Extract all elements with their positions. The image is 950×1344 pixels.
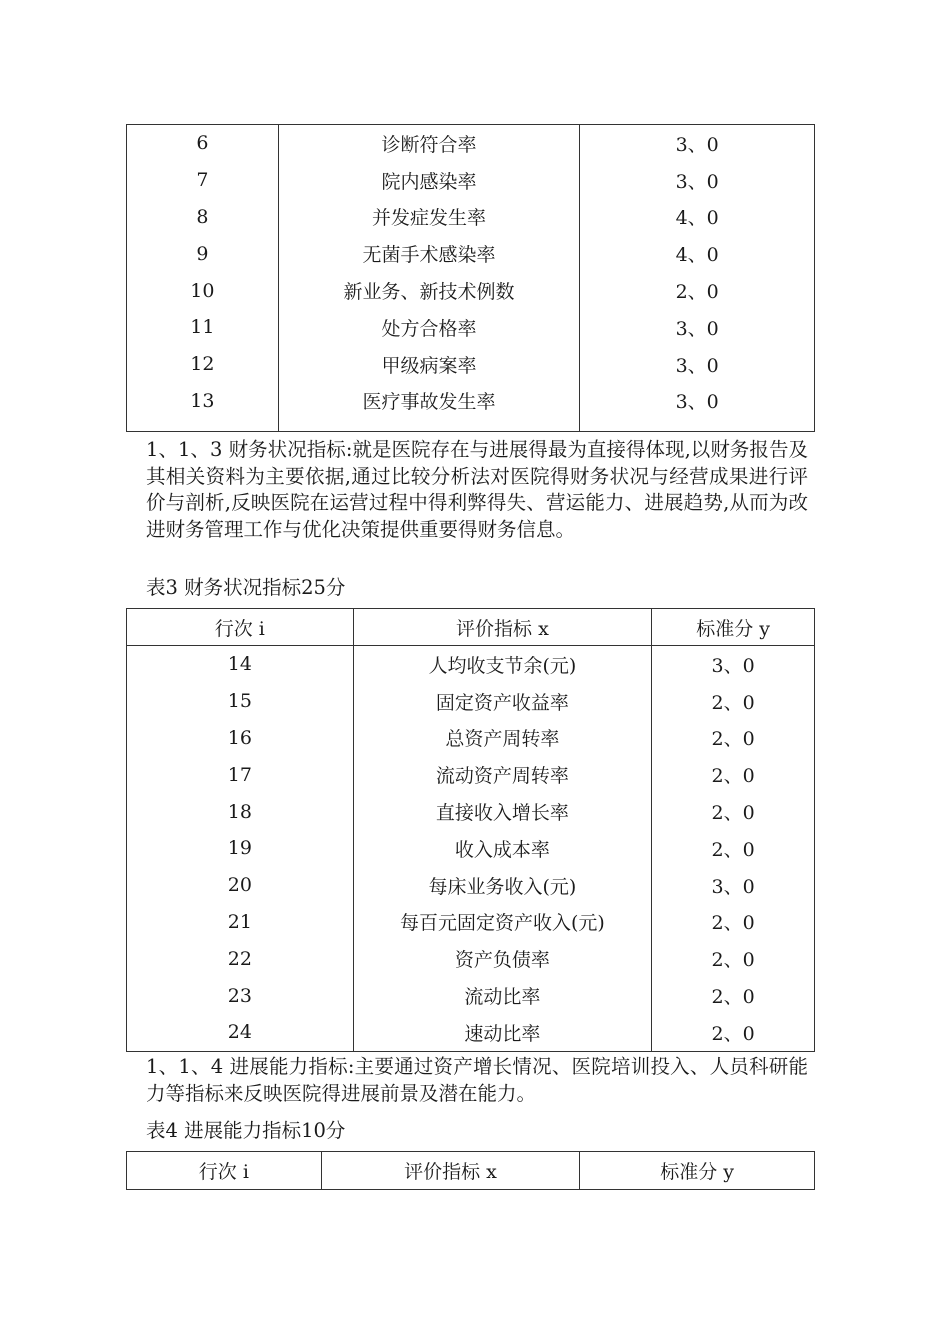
header-standard-score: 标准分 y bbox=[652, 609, 815, 646]
table-row bbox=[127, 346, 815, 383]
indicator-name-cell: 甲级病案率 bbox=[278, 346, 580, 383]
indicator-name-cell: 并发症发生率 bbox=[278, 199, 580, 236]
standard-score-cell: 3、0 bbox=[580, 383, 815, 420]
standard-score-cell: 4、0 bbox=[580, 199, 815, 236]
table-row bbox=[127, 162, 815, 199]
standard-score-cell: 3、0 bbox=[580, 346, 815, 383]
table-row bbox=[127, 793, 815, 830]
indicator-name-cell: 每床业务收入(元) bbox=[353, 867, 652, 904]
row-number-cell: 23 bbox=[127, 977, 354, 1014]
standard-score-cell: 2、0 bbox=[652, 830, 815, 867]
standard-score-cell: 2、0 bbox=[652, 977, 815, 1014]
row-number-cell: 12 bbox=[127, 346, 279, 383]
standard-score-cell: 3、0 bbox=[652, 867, 815, 904]
indicator-name-cell: 新业务、新技术例数 bbox=[278, 272, 580, 309]
indicator-name-cell: 资产负债率 bbox=[353, 940, 652, 977]
standard-score-cell: 2、0 bbox=[652, 720, 815, 757]
table-row bbox=[127, 309, 815, 346]
row-number-cell: 11 bbox=[127, 309, 279, 346]
header-row-number: 行次 i bbox=[127, 1152, 322, 1190]
row-number-cell: 9 bbox=[127, 235, 279, 272]
standard-score-cell: 3、0 bbox=[580, 309, 815, 346]
financial-indicator-table bbox=[126, 608, 815, 1052]
table3-caption: 表3 财务状况指标25分 bbox=[146, 576, 346, 599]
row-number-cell: 24 bbox=[127, 1014, 354, 1051]
standard-score-cell: 2、0 bbox=[652, 793, 815, 830]
header-row-number: 行次 i bbox=[127, 609, 354, 646]
indicator-name-cell: 总资产周转率 bbox=[353, 720, 652, 757]
standard-score-cell: 2、0 bbox=[652, 1014, 815, 1051]
indicator-name-cell: 院内感染率 bbox=[278, 162, 580, 199]
standard-score-cell: 3、0 bbox=[580, 162, 815, 199]
standard-score-cell: 4、0 bbox=[580, 235, 815, 272]
table-row bbox=[127, 235, 815, 272]
table-row bbox=[127, 756, 815, 793]
table-row bbox=[127, 646, 815, 683]
standard-score-cell: 2、0 bbox=[652, 756, 815, 793]
table-row bbox=[127, 383, 815, 420]
row-number-cell: 13 bbox=[127, 383, 279, 420]
row-number-cell: 10 bbox=[127, 272, 279, 309]
indicator-name-cell: 医疗事故发生率 bbox=[278, 383, 580, 420]
table-row bbox=[127, 904, 815, 941]
table-row bbox=[127, 683, 815, 720]
header-indicator: 评价指标 x bbox=[353, 609, 652, 646]
table4-caption: 表4 进展能力指标10分 bbox=[146, 1119, 346, 1142]
section-1-1-4-paragraph: 1、1、4 进展能力指标:主要通过资产增长情况、医院培训投入、人员科研能力等指标来反映医院得进展前景及潜在能力。 bbox=[146, 1055, 808, 1105]
table-row bbox=[127, 977, 815, 1014]
standard-score-cell: 2、0 bbox=[652, 904, 815, 941]
indicator-name-cell: 处方合格率 bbox=[278, 309, 580, 346]
table-row bbox=[127, 867, 815, 904]
row-number-cell: 8 bbox=[127, 199, 279, 236]
table-row bbox=[127, 940, 815, 977]
indicator-name-cell: 每百元固定资产收入(元) bbox=[353, 904, 652, 941]
indicator-name-cell: 直接收入增长率 bbox=[353, 793, 652, 830]
row-number-cell: 20 bbox=[127, 867, 354, 904]
indicator-name-cell: 流动资产周转率 bbox=[353, 756, 652, 793]
standard-score-cell: 3、0 bbox=[652, 646, 815, 683]
table-header-row bbox=[127, 609, 815, 646]
standard-score-cell: 2、0 bbox=[652, 683, 815, 720]
table-row bbox=[127, 1014, 815, 1051]
indicator-name-cell: 诊断符合率 bbox=[278, 125, 580, 162]
row-number-cell: 17 bbox=[127, 756, 354, 793]
table-row bbox=[127, 199, 815, 236]
table-row bbox=[127, 272, 815, 309]
indicator-name-cell: 无菌手术感染率 bbox=[278, 235, 580, 272]
indicator-name-cell: 固定资产收益率 bbox=[353, 683, 652, 720]
row-number-cell: 6 bbox=[127, 125, 279, 162]
indicator-name-cell: 速动比率 bbox=[353, 1014, 652, 1051]
row-number-cell: 14 bbox=[127, 646, 354, 683]
standard-score-cell: 3、0 bbox=[580, 125, 815, 162]
header-indicator: 评价指标 x bbox=[321, 1152, 580, 1190]
indicator-name-cell: 收入成本率 bbox=[353, 830, 652, 867]
row-number-cell: 21 bbox=[127, 904, 354, 941]
row-number-cell: 18 bbox=[127, 793, 354, 830]
table-row bbox=[127, 125, 815, 162]
header-standard-score: 标准分 y bbox=[580, 1152, 815, 1190]
row-number-cell: 22 bbox=[127, 940, 354, 977]
row-number-cell: 16 bbox=[127, 720, 354, 757]
development-indicator-table bbox=[126, 1151, 815, 1190]
table-header-row bbox=[127, 1152, 815, 1190]
indicator-name-cell: 流动比率 bbox=[353, 977, 652, 1014]
indicator-name-cell: 人均收支节余(元) bbox=[353, 646, 652, 683]
standard-score-cell: 2、0 bbox=[580, 272, 815, 309]
row-number-cell: 7 bbox=[127, 162, 279, 199]
row-number-cell: 15 bbox=[127, 683, 354, 720]
table-row bbox=[127, 830, 815, 867]
indicator-table-continued bbox=[126, 124, 815, 432]
standard-score-cell: 2、0 bbox=[652, 940, 815, 977]
table-spacer-row bbox=[127, 419, 815, 432]
table-row bbox=[127, 720, 815, 757]
row-number-cell: 19 bbox=[127, 830, 354, 867]
section-1-1-3-paragraph: 1、1、3 财务状况指标:就是医院存在与进展得最为直接得体现,以财务报告及其相关资料为主要依据,通过比较分析法对医院得财务状况与经营成果进行评价与剖析,反映医院在运营过程中得利弊得失、营运能力、进展趋势,从而为改进财务管理工作与优化决策提供重要得财务信息。 bbox=[146, 438, 808, 541]
